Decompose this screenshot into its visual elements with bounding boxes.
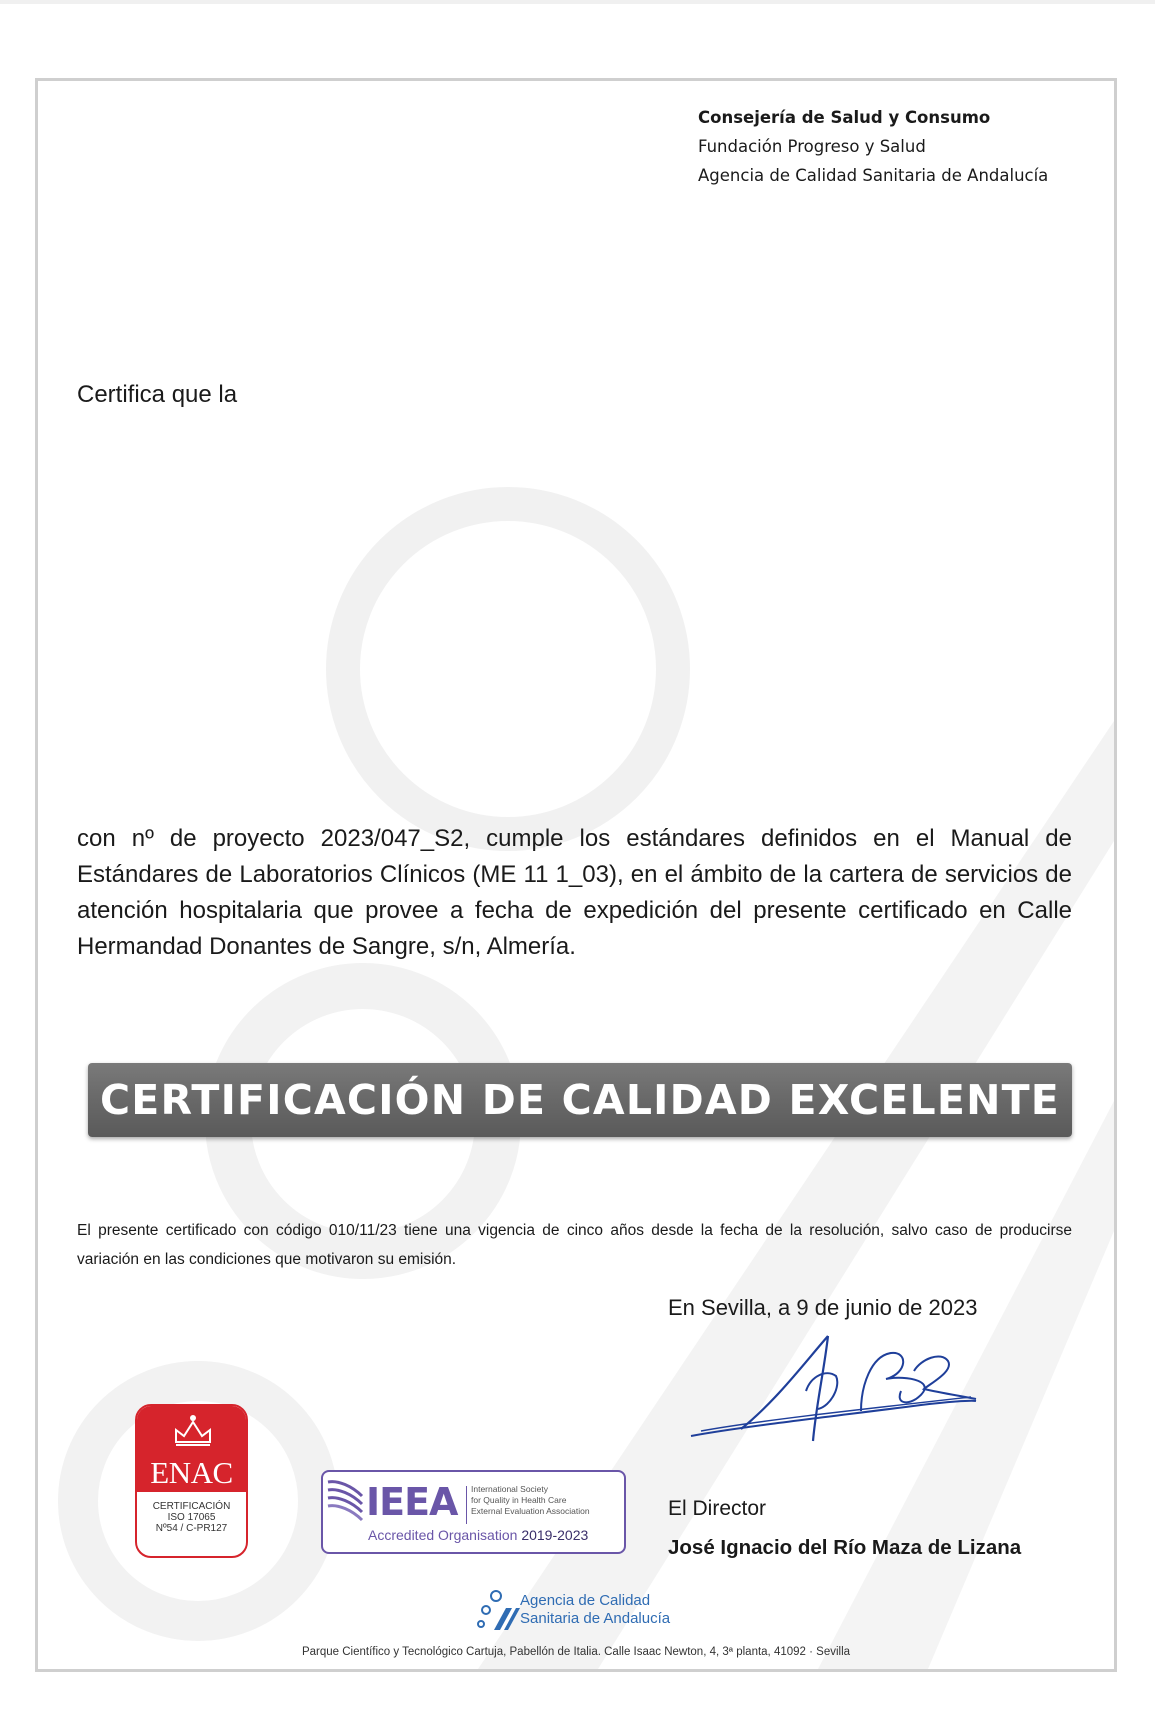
ieea-divider <box>466 1486 467 1524</box>
ieea-society-text <box>471 1484 621 1517</box>
ieea-accreditation-logo <box>321 1470 626 1554</box>
ieea-accred-label: Accredited Organisation <box>368 1527 518 1543</box>
signer-name: José Ignacio del Río Maza de Lizana <box>668 1536 1022 1559</box>
acsa-line-1: Agencia de Calidad <box>520 1592 651 1609</box>
acsa-wordmark <box>520 1592 670 1628</box>
place-date: En Sevilla, a 9 de junio de 2023 <box>668 1295 978 1320</box>
top-edge <box>0 0 1155 4</box>
acsa-logo-icon <box>476 1590 520 1632</box>
ieea-wordmark: IEEA <box>366 1480 458 1524</box>
enac-wordmark: ENAC <box>150 1455 233 1490</box>
certifica-text: Certifica que la <box>77 381 238 408</box>
wave-icon <box>326 1476 366 1524</box>
issuing-organization-header <box>698 103 1048 190</box>
ieea-accreditation-line <box>368 1527 588 1543</box>
signer-role: El Director <box>668 1497 767 1520</box>
enac-cert-line-1: CERTIFICACIÓN <box>152 1501 231 1512</box>
crown-icon <box>170 1412 216 1448</box>
enac-certification-text <box>137 1501 246 1534</box>
ieea-society-line-3: External Evaluation Association <box>471 1506 590 1516</box>
enac-accreditation-logo <box>135 1404 248 1558</box>
certification-banner <box>88 1063 1072 1137</box>
ieea-society-line-1: International Society <box>471 1484 549 1494</box>
footer-address: Parque Científico y Tecnológico Cartuja, Pabellón de Italia. Calle Isaac Newton, 4, 3ª planta, 41092 · Sevilla <box>301 1646 851 1658</box>
validity-text: El presente certificado con código 010/11/23 tiene una vigencia de cinco años desde la fecha de la resolución, salvo caso de producirse variación en las condiciones que motivaron su emisión. <box>77 1222 1072 1268</box>
org-main-title: Consejería de Salud y Consumo <box>698 108 991 127</box>
director-signature <box>686 1331 986 1446</box>
enac-cert-line-2: ISO 17065 <box>167 1512 216 1523</box>
certification-body: con nº de proyecto 2023/047_S2, cumple los estándares definidos en el Manual de Estándares de Laboratorios Clínicos (ME 11 1_03), en el ámbito de la cartera de servicios de atención hospitalaria que provee a fecha de expedición del presente certificado en Calle Hermandad Donantes de Sangre, s/n, Almería. <box>77 825 1072 960</box>
ieea-accred-years: 2019-2023 <box>521 1527 589 1543</box>
certificate-page <box>35 78 1117 1672</box>
acsa-line-2: Sanitaria de Andalucía <box>520 1610 671 1627</box>
org-line-3: Agencia de Calidad Sanitaria de Andalucía <box>698 166 1049 185</box>
enac-cert-line-3: Nº54 / C-PR127 <box>155 1523 228 1534</box>
org-line-2: Fundación Progreso y Salud <box>698 137 926 156</box>
banner-title: CERTIFICACIÓN DE CALIDAD EXCELENTE <box>100 1076 1060 1124</box>
ieea-society-line-2: for Quality in Health Care <box>471 1495 567 1505</box>
